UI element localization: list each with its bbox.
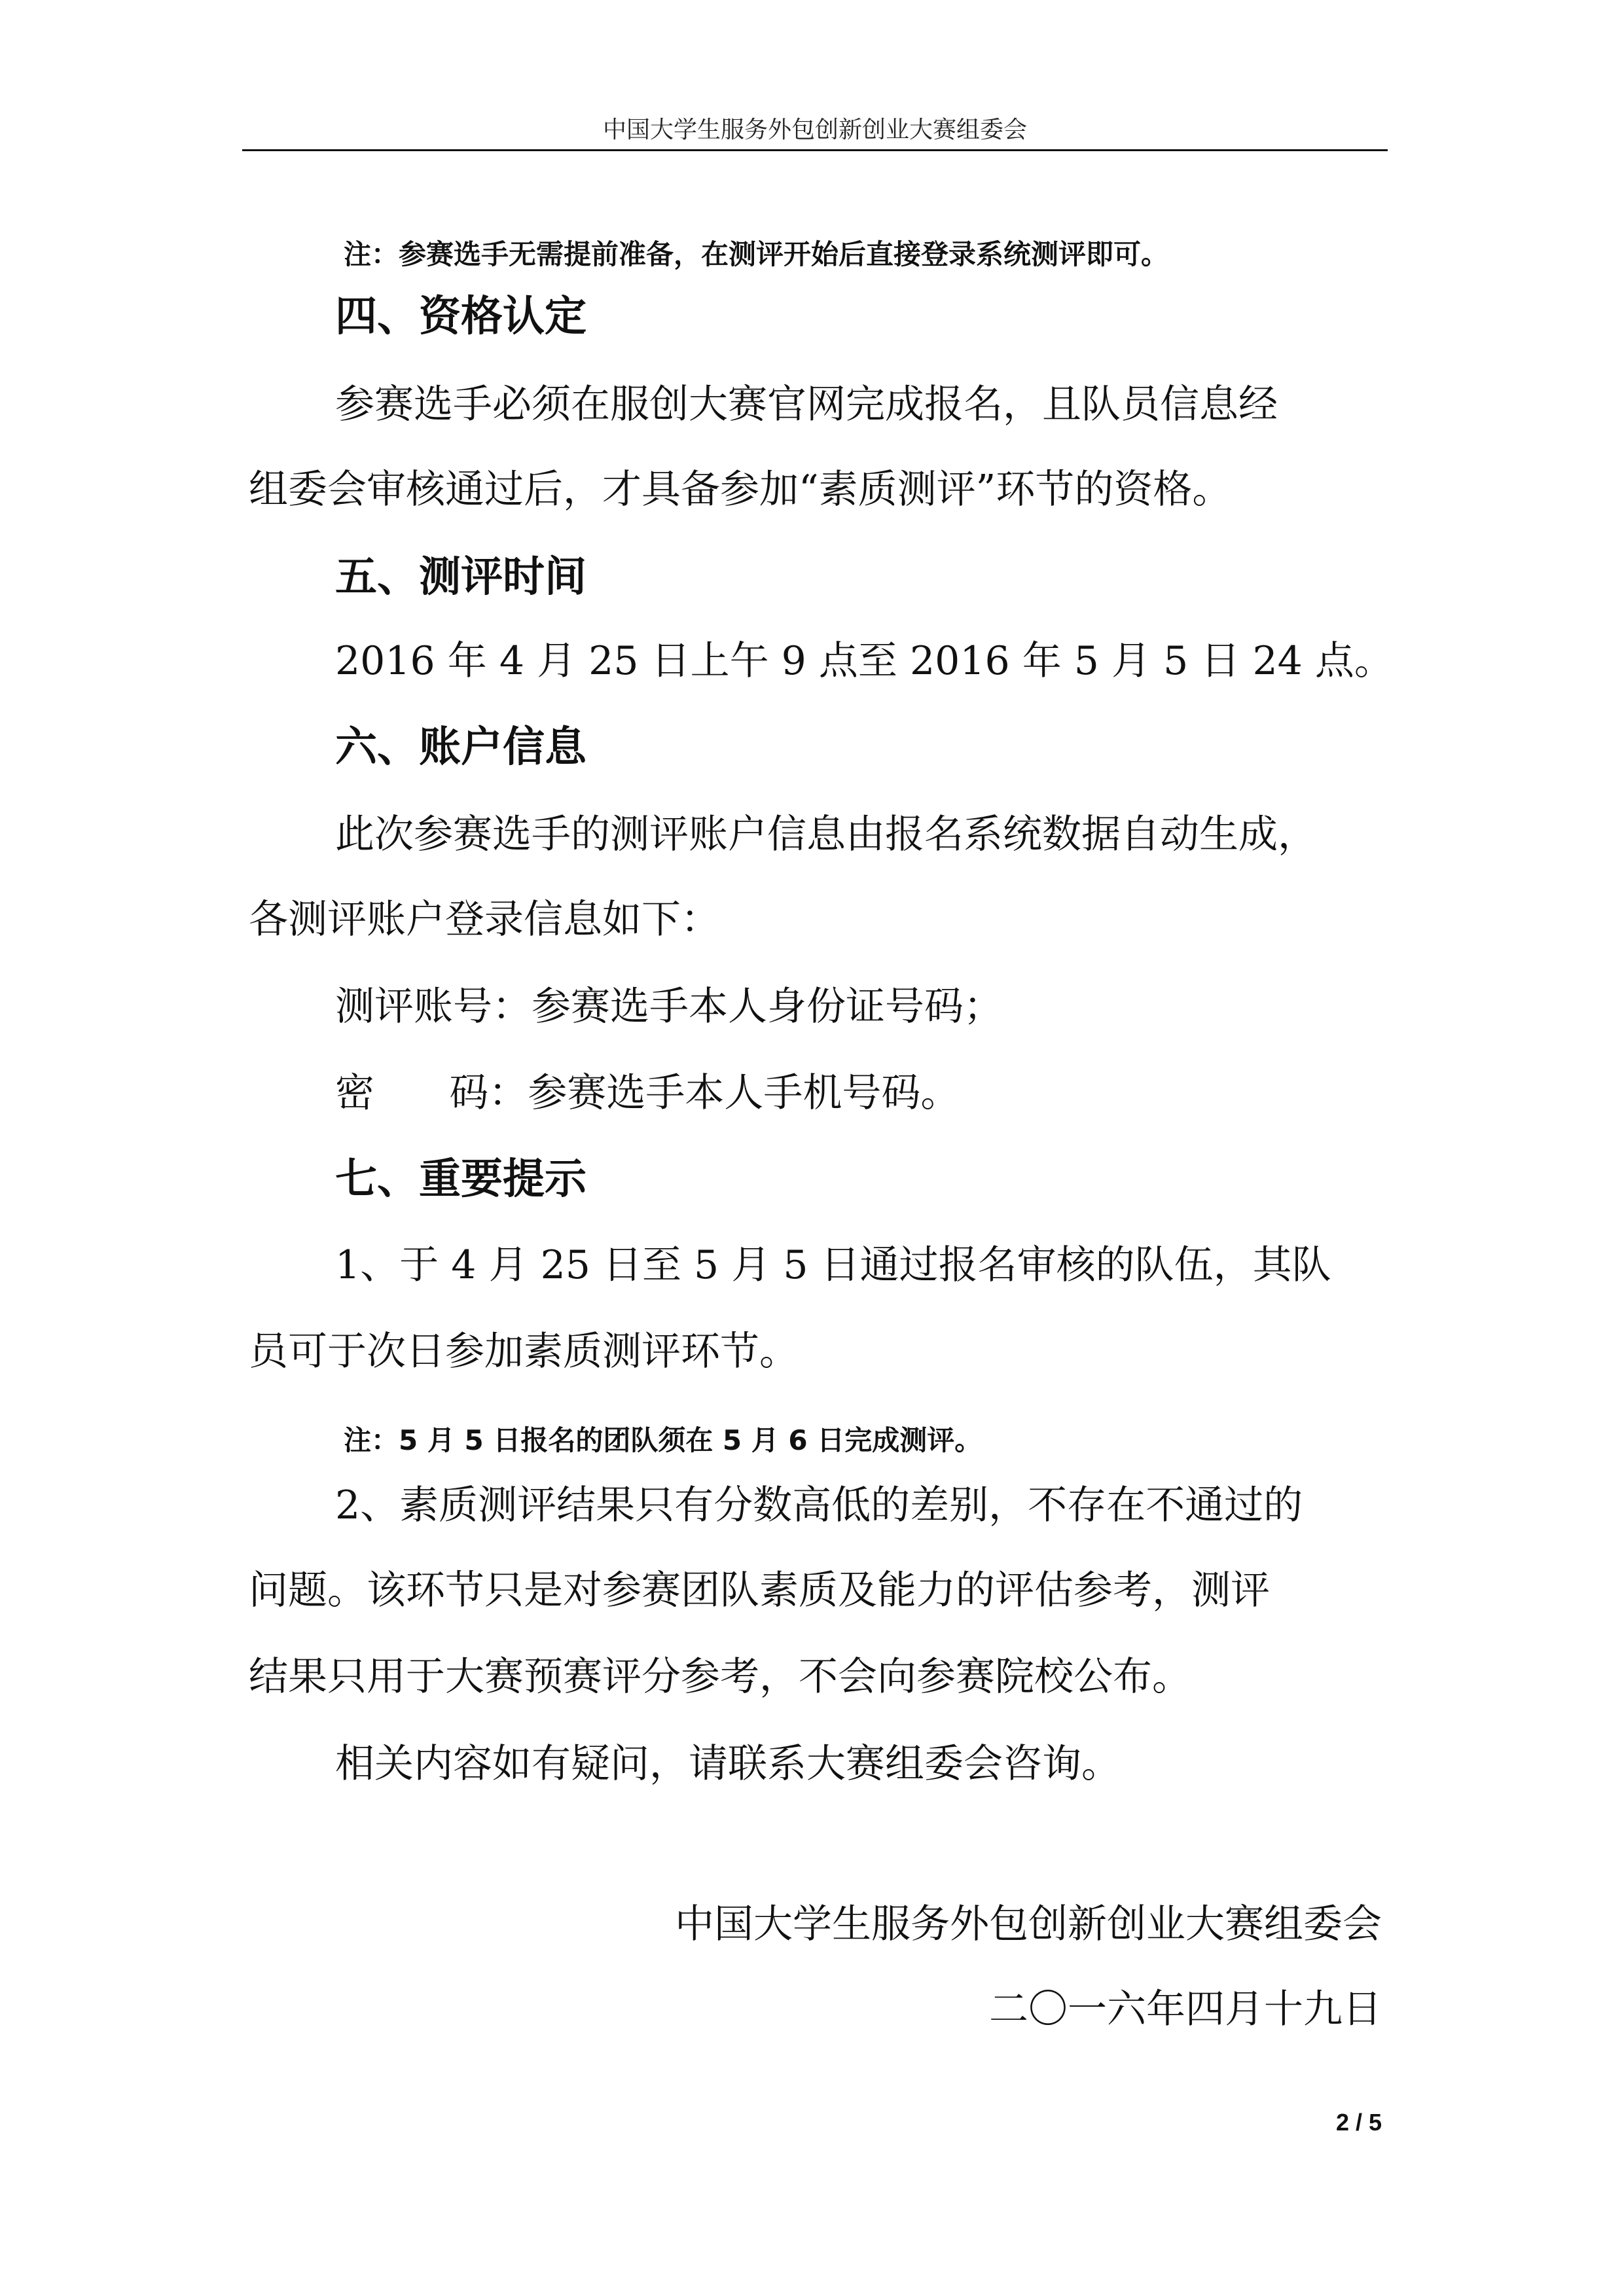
page-header: 中国大学生服务外包创新创业大赛组委会 xyxy=(602,117,1027,143)
page-number: 2 / 5 xyxy=(1335,2109,1382,2136)
section-4-heading: 四、资格认定 xyxy=(335,293,586,341)
contact-note: 相关内容如有疑问，请联系大赛组委会咨询。 xyxy=(335,1741,1121,1787)
account-info: 测评账号：参赛选手本人身份证号码； xyxy=(335,984,1003,1030)
section-7-item-1-line-2: 员可于次日参加素质测评环节。 xyxy=(249,1329,799,1374)
section-7-heading: 七、重要提示 xyxy=(335,1155,586,1204)
section-7-item-2-line-3: 结果只用于大赛预赛评分参考，不会向参赛院校公布。 xyxy=(249,1654,1191,1700)
signature-organization: 中国大学生服务外包创新创业大赛组委会 xyxy=(675,1901,1382,1947)
section-7-item-2-line-1: 2、素质测评结果只有分数高低的差别，不存在不通过的 xyxy=(335,1482,1303,1528)
section-5-heading: 五、测评时间 xyxy=(335,553,586,601)
section-7-item-2-line-2: 问题。该环节只是对参赛团队素质及能力的评估参考，测评 xyxy=(249,1568,1270,1613)
section-6-paragraph-line-2: 各测评账户登录信息如下： xyxy=(249,897,720,942)
signature-date: 二〇一六年四月十九日 xyxy=(989,1986,1382,2032)
section-4-paragraph-line-1: 参赛选手必须在服创大赛官网完成报名，且队员信息经 xyxy=(335,382,1278,427)
section-4-paragraph-line-2: 组委会审核通过后，才具备参加“素质测评”环节的资格。 xyxy=(249,467,1232,512)
password-info: 密 码：参赛选手本人手机号码。 xyxy=(335,1070,960,1116)
section-6-heading: 六、账户信息 xyxy=(335,723,586,772)
section-7-item-1-line-1: 1、于 4 月 25 日至 5 月 5 日通过报名审核的队伍，其队 xyxy=(335,1242,1331,1288)
section-5-paragraph: 2016 年 4 月 25 日上午 9 点至 2016 年 5 月 5 日 24 点。 xyxy=(335,638,1394,684)
section-6-paragraph-line-1: 此次参赛选手的测评账户信息由报名系统数据自动生成， xyxy=(335,812,1317,857)
note-may-5-registration: 注：5 月 5 日报名的团队须在 5 月 6 日完成测评。 xyxy=(344,1424,983,1456)
note-no-preparation: 注：参赛选手无需提前准备，在测评开始后直接登录系统测评即可。 xyxy=(344,238,1169,270)
header-divider xyxy=(242,149,1388,151)
